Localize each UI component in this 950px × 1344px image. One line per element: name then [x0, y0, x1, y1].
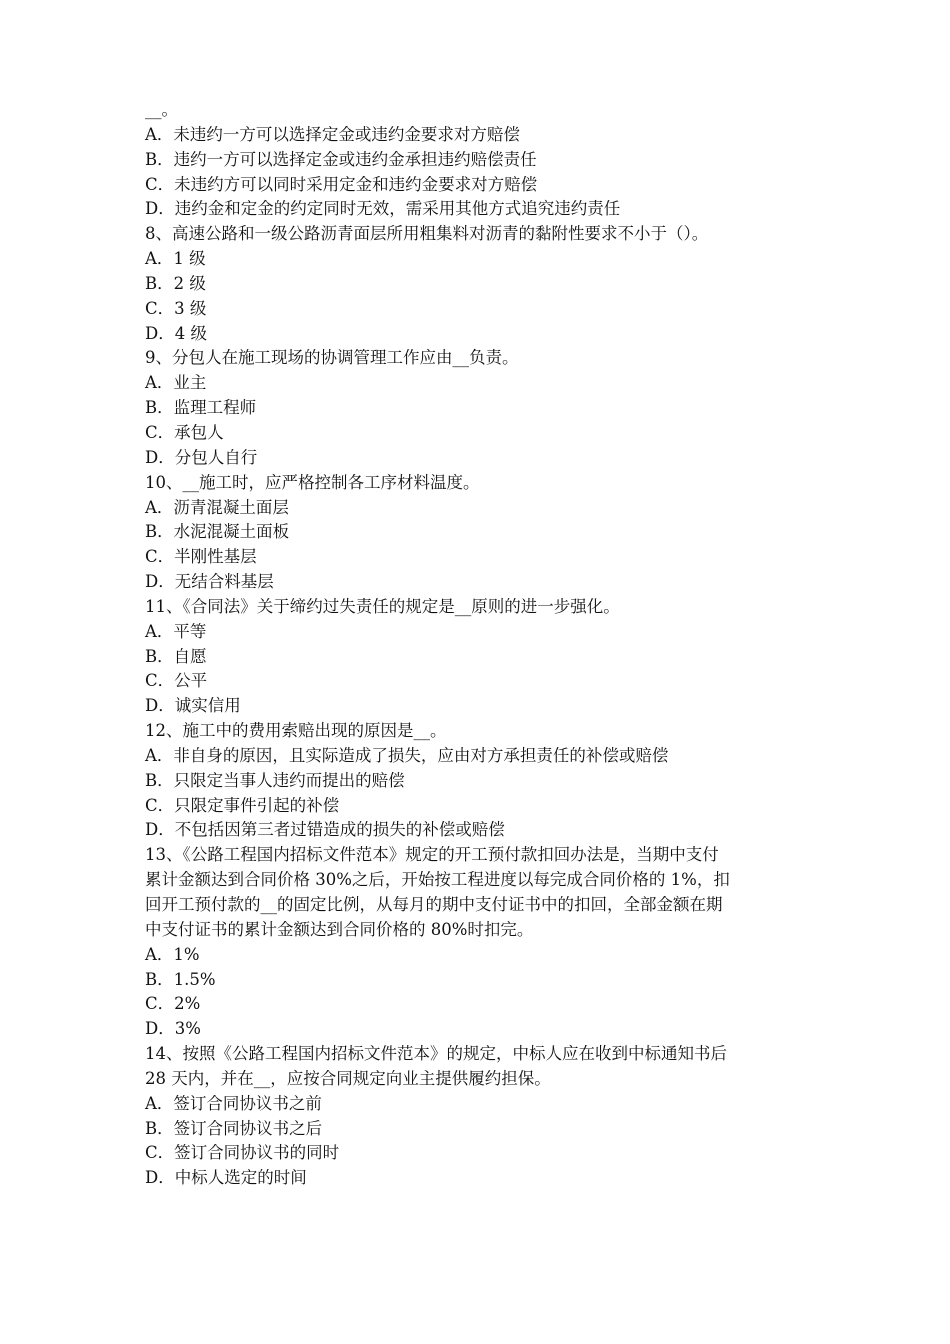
q12-option-d: D．不包括因第三者过错造成的损失的补偿或赔偿 — [145, 820, 505, 840]
q11-option-b: B．自愿 — [145, 646, 207, 666]
q10-option-d: D．无结合料基层 — [145, 572, 274, 592]
question-14-stem-line-2: 28 天内，并在__，应按合同规定向业主提供履约担保。 — [145, 1068, 551, 1088]
q12-option-a: A．非自身的原因，且实际造成了损失，应由对方承担责任的补偿或赔偿 — [145, 745, 669, 765]
question-8-stem: 8、高速公路和一级公路沥青面层所用粗集料对沥青的黏附性要求不小于（）。 — [145, 224, 709, 244]
question-14-stem-line-1: 14、按照《公路工程国内招标文件范本》的规定，中标人应在收到中标通知书后 — [145, 1044, 727, 1064]
q11-option-a: A．平等 — [145, 621, 207, 641]
question-13-stem-line-4: 中支付证书的累计金额达到合同价格的 80%时扣完。 — [145, 919, 534, 939]
q10-option-c: C．半刚性基层 — [145, 547, 257, 567]
q7-option-d: D．违约金和定金的约定同时无效，需采用其他方式追究违约责任 — [145, 199, 621, 219]
q13-option-c: C．2% — [145, 994, 201, 1014]
q8-option-a: A．1 级 — [145, 249, 206, 269]
q9-option-a: A．业主 — [145, 373, 207, 393]
q9-option-b: B．监理工程师 — [145, 398, 257, 418]
q13-option-b: B．1.5% — [145, 969, 216, 989]
q11-option-c: C．公平 — [145, 671, 208, 691]
question-13-stem-line-2: 累计金额达到合同价格 30%之后，开始按工程进度以每完成合同价格的 1%，扣 — [145, 870, 730, 890]
q12-option-b: B．只限定当事人违约而提出的赔偿 — [145, 770, 405, 790]
q7-option-c: C．未违约方可以同时采用定金和违约金要求对方赔偿 — [145, 174, 538, 194]
q9-option-c: C．承包人 — [145, 422, 224, 442]
question-10-stem: 10、__施工时，应严格控制各工序材料温度。 — [145, 472, 480, 492]
q10-option-a: A．沥青混凝土面层 — [145, 497, 289, 517]
q14-option-d: D．中标人选定的时间 — [145, 1168, 307, 1188]
question-12-stem: 12、施工中的费用索赔出现的原因是__。 — [145, 721, 447, 741]
q13-option-d: D．3% — [145, 1019, 201, 1039]
q8-option-d: D．4 级 — [145, 323, 207, 343]
q14-option-b: B．签订合同协议书之后 — [145, 1118, 323, 1138]
question-13-stem-line-3: 回开工预付款的__的固定比例，从每月的期中支付证书中的扣回，全部金额在期 — [145, 895, 723, 914]
q14-option-c: C．签订合同协议书的同时 — [145, 1143, 340, 1163]
q8-option-b: B．2 级 — [145, 273, 206, 293]
q13-option-a: A．1% — [145, 944, 200, 964]
q10-option-b: B．水泥混凝土面板 — [145, 522, 290, 542]
q12-option-c: C．只限定事件引起的补偿 — [145, 795, 340, 815]
q11-option-d: D．诚实信用 — [145, 696, 241, 716]
q8-option-c: C．3 级 — [145, 298, 207, 318]
document-page — [145, 98, 825, 1191]
question-13-stem-line-1: 13、《公路工程国内招标文件范本》规定的开工预付款扣回办法是，当期中支付 — [145, 845, 719, 865]
question-11-stem: 11、《合同法》关于缔约过失责任的规定是__原则的进一步强化。 — [145, 596, 620, 616]
q7-option-a: A．未违约一方可以选择定金或违约金要求对方赔偿 — [145, 124, 520, 144]
q7-option-b: B．违约一方可以选择定金或违约金承担违约赔偿责任 — [145, 149, 537, 169]
q9-option-d: D．分包人自行 — [145, 447, 258, 467]
question-9-stem: 9、分包人在施工现场的协调管理工作应由__负责。 — [145, 348, 519, 368]
question-7-stem-tail: __。 — [145, 100, 178, 119]
q14-option-a: A．签订合同协议书之前 — [145, 1093, 322, 1113]
